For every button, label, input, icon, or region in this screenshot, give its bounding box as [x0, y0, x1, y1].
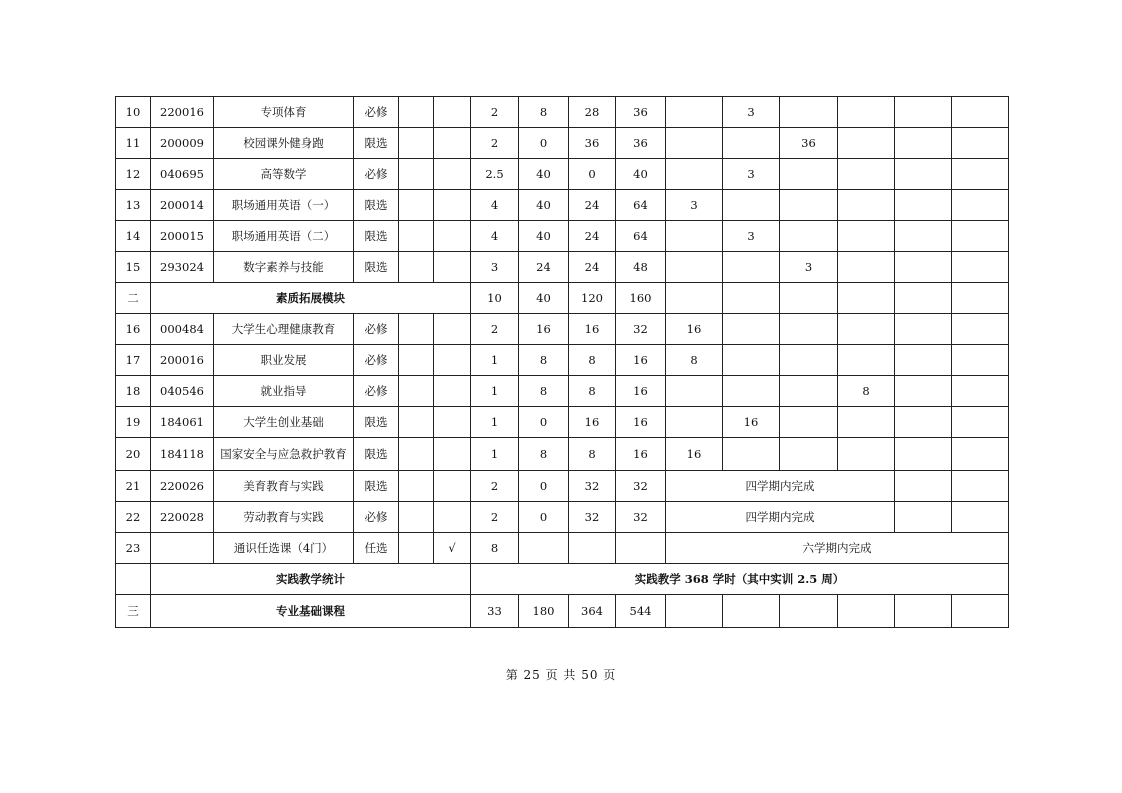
blank-cell	[723, 595, 780, 628]
course-type: 任选	[354, 533, 399, 564]
semester-2	[723, 252, 780, 283]
practice-hours: 8	[569, 376, 616, 407]
course-code: 220026	[151, 471, 214, 502]
blank-cell	[399, 314, 434, 345]
blank-cell	[723, 283, 780, 314]
blank-cell	[434, 159, 471, 190]
course-name: 高等数学	[214, 159, 354, 190]
completion-note: 四学期内完成	[666, 471, 895, 502]
course-name: 通识任选课（4门）	[214, 533, 354, 564]
course-code: 040695	[151, 159, 214, 190]
table-row	[116, 221, 1009, 252]
course-type: 限选	[354, 252, 399, 283]
semester-3	[780, 376, 838, 407]
total-hours: 160	[616, 283, 666, 314]
blank-cell	[952, 595, 1009, 628]
course-name: 劳动教育与实践	[214, 502, 354, 533]
course-type: 限选	[354, 190, 399, 221]
practice-hours: 24	[569, 252, 616, 283]
practice-summary-row	[116, 564, 1009, 595]
total-hours: 32	[616, 314, 666, 345]
semester-4	[838, 252, 895, 283]
table-row	[116, 345, 1009, 376]
semester-3	[780, 159, 838, 190]
practice-hours: 0	[569, 159, 616, 190]
blank-cell	[399, 407, 434, 438]
practice-hours: 32	[569, 502, 616, 533]
course-type: 限选	[354, 221, 399, 252]
semester-5	[895, 438, 952, 471]
course-name: 国家安全与应急救护教育	[214, 438, 354, 471]
semester-2: 3	[723, 221, 780, 252]
blank-cell	[399, 345, 434, 376]
semester-5	[895, 407, 952, 438]
blank-cell	[569, 533, 616, 564]
semester-4	[838, 128, 895, 159]
row-number: 18	[116, 376, 151, 407]
blank-cell	[434, 407, 471, 438]
semester-2	[723, 190, 780, 221]
course-code: 200009	[151, 128, 214, 159]
semester-4	[838, 345, 895, 376]
blank-cell	[399, 438, 434, 471]
semester-6	[952, 159, 1009, 190]
table-row	[116, 128, 1009, 159]
course-name: 校园课外健身跑	[214, 128, 354, 159]
row-number: 16	[116, 314, 151, 345]
semester-4	[838, 407, 895, 438]
semester-4: 8	[838, 376, 895, 407]
row-number: 23	[116, 533, 151, 564]
table-row	[116, 438, 1009, 471]
table-row	[116, 471, 1009, 502]
semester-5	[895, 190, 952, 221]
course-table	[115, 96, 1009, 628]
total-hours: 544	[616, 595, 666, 628]
credit-cell: 1	[471, 438, 519, 471]
practice-hours: 28	[569, 97, 616, 128]
semester-3	[780, 97, 838, 128]
practice-label: 实践教学统计	[151, 564, 471, 595]
credit-cell: 1	[471, 407, 519, 438]
module-title: 素质拓展模块	[151, 283, 471, 314]
blank-cell	[952, 283, 1009, 314]
course-code: 184118	[151, 438, 214, 471]
course-name: 数字素养与技能	[214, 252, 354, 283]
semester-2	[723, 345, 780, 376]
row-number: 21	[116, 471, 151, 502]
semester-4	[838, 314, 895, 345]
semester-6	[952, 407, 1009, 438]
theory-hours: 8	[519, 438, 569, 471]
course-code: 200015	[151, 221, 214, 252]
blank-cell	[434, 376, 471, 407]
course-name: 大学生心理健康教育	[214, 314, 354, 345]
blank-cell	[399, 533, 434, 564]
row-number: 19	[116, 407, 151, 438]
course-type: 必修	[354, 159, 399, 190]
table-row	[116, 314, 1009, 345]
course-code: 040546	[151, 376, 214, 407]
row-number: 12	[116, 159, 151, 190]
credit-cell: 1	[471, 345, 519, 376]
practice-hours: 8	[569, 345, 616, 376]
semester-2	[723, 314, 780, 345]
table-row	[116, 376, 1009, 407]
credit-cell: 2.5	[471, 159, 519, 190]
semester-3	[780, 190, 838, 221]
theory-hours: 40	[519, 283, 569, 314]
semester-2	[723, 128, 780, 159]
course-type: 限选	[354, 128, 399, 159]
table-row	[116, 190, 1009, 221]
semester-1	[666, 128, 723, 159]
practice-hours: 32	[569, 471, 616, 502]
course-code: 220028	[151, 502, 214, 533]
blank-cell	[895, 283, 952, 314]
completion-note: 六学期内完成	[666, 533, 1009, 564]
semester-1	[666, 376, 723, 407]
semester-1: 8	[666, 345, 723, 376]
theory-hours: 0	[519, 128, 569, 159]
semester-6	[952, 221, 1009, 252]
theory-hours: 24	[519, 252, 569, 283]
theory-hours: 8	[519, 345, 569, 376]
total-hours: 48	[616, 252, 666, 283]
practice-summary: 实践教学 368 学时（其中实训 2.5 周）	[471, 564, 1009, 595]
semester-4	[838, 190, 895, 221]
credit-cell: 2	[471, 128, 519, 159]
course-code: 293024	[151, 252, 214, 283]
table-row	[116, 97, 1009, 128]
semester-2	[723, 438, 780, 471]
blank-cell	[780, 283, 838, 314]
theory-hours: 16	[519, 314, 569, 345]
course-type: 必修	[354, 97, 399, 128]
module-title: 专业基础课程	[151, 595, 471, 628]
course-type: 必修	[354, 314, 399, 345]
course-code: 184061	[151, 407, 214, 438]
blank-cell	[399, 376, 434, 407]
theory-hours: 8	[519, 97, 569, 128]
table-row	[116, 252, 1009, 283]
semester-5	[895, 314, 952, 345]
semester-1	[666, 407, 723, 438]
practice-hours: 24	[569, 221, 616, 252]
page-footer: 第 25 页 共 50 页	[505, 668, 617, 682]
credit-cell: 1	[471, 376, 519, 407]
blank-cell	[838, 283, 895, 314]
blank-cell	[434, 190, 471, 221]
blank-cell	[399, 221, 434, 252]
blank-cell	[399, 128, 434, 159]
completion-note: 四学期内完成	[666, 502, 895, 533]
blank-cell	[616, 533, 666, 564]
semester-3	[780, 407, 838, 438]
credit-cell: 2	[471, 471, 519, 502]
semester-6	[952, 190, 1009, 221]
blank-cell	[399, 252, 434, 283]
semester-5	[895, 252, 952, 283]
semester-3	[780, 314, 838, 345]
table-row	[116, 533, 1009, 564]
semester-1	[666, 159, 723, 190]
semester-5	[895, 221, 952, 252]
blank-cell	[666, 283, 723, 314]
credit-cell: 4	[471, 221, 519, 252]
semester-3	[780, 438, 838, 471]
semester-6	[952, 128, 1009, 159]
semester-3	[780, 221, 838, 252]
theory-hours: 40	[519, 221, 569, 252]
practice-hours: 8	[569, 438, 616, 471]
semester-2: 16	[723, 407, 780, 438]
course-name: 美育教育与实践	[214, 471, 354, 502]
course-code	[151, 533, 214, 564]
semester-5	[895, 97, 952, 128]
total-hours: 16	[616, 345, 666, 376]
blank-cell	[399, 471, 434, 502]
theory-hours: 40	[519, 190, 569, 221]
blank-cell	[838, 595, 895, 628]
course-name: 大学生创业基础	[214, 407, 354, 438]
credit-cell: 8	[471, 533, 519, 564]
semester-2	[723, 376, 780, 407]
row-number: 14	[116, 221, 151, 252]
credit-cell: 3	[471, 252, 519, 283]
semester-6	[952, 97, 1009, 128]
semester-6	[952, 345, 1009, 376]
semester-6	[952, 438, 1009, 471]
row-number: 11	[116, 128, 151, 159]
blank-cell	[666, 595, 723, 628]
blank-cell	[434, 502, 471, 533]
semester-1: 16	[666, 314, 723, 345]
blank-cell	[895, 471, 952, 502]
total-hours: 16	[616, 376, 666, 407]
practice-hours: 36	[569, 128, 616, 159]
blank-cell	[952, 502, 1009, 533]
semester-5	[895, 345, 952, 376]
row-number: 22	[116, 502, 151, 533]
semester-4	[838, 159, 895, 190]
semester-3	[780, 345, 838, 376]
theory-hours: 8	[519, 376, 569, 407]
practice-hours: 24	[569, 190, 616, 221]
practice-hours: 364	[569, 595, 616, 628]
course-type: 必修	[354, 345, 399, 376]
table-row	[116, 407, 1009, 438]
blank-cell	[399, 97, 434, 128]
course-name: 职场通用英语（二）	[214, 221, 354, 252]
total-hours: 36	[616, 97, 666, 128]
course-code: 200016	[151, 345, 214, 376]
total-hours: 64	[616, 221, 666, 252]
blank-cell	[952, 471, 1009, 502]
credit-cell: 2	[471, 502, 519, 533]
semester-3: 3	[780, 252, 838, 283]
row-number: 20	[116, 438, 151, 471]
module-row	[116, 283, 1009, 314]
course-name: 职业发展	[214, 345, 354, 376]
theory-hours: 180	[519, 595, 569, 628]
practice-hours: 120	[569, 283, 616, 314]
course-type: 限选	[354, 471, 399, 502]
blank-cell	[780, 595, 838, 628]
row-number: 10	[116, 97, 151, 128]
total-hours: 16	[616, 438, 666, 471]
total-hours: 32	[616, 502, 666, 533]
credit-cell: 2	[471, 97, 519, 128]
blank-cell	[895, 595, 952, 628]
blank-cell	[434, 97, 471, 128]
total-hours: 36	[616, 128, 666, 159]
credit-cell: 4	[471, 190, 519, 221]
credit-cell: 2	[471, 314, 519, 345]
blank-cell	[434, 471, 471, 502]
semester-6	[952, 376, 1009, 407]
semester-4	[838, 438, 895, 471]
course-code: 000484	[151, 314, 214, 345]
total-hours: 32	[616, 471, 666, 502]
course-type: 限选	[354, 407, 399, 438]
module-number: 三	[116, 595, 151, 628]
semester-5	[895, 128, 952, 159]
blank-cell	[116, 564, 151, 595]
course-name: 职场通用英语（一）	[214, 190, 354, 221]
blank-cell	[895, 502, 952, 533]
course-code: 220016	[151, 97, 214, 128]
semester-3: 36	[780, 128, 838, 159]
blank-cell	[399, 159, 434, 190]
practice-hours: 16	[569, 314, 616, 345]
row-number: 15	[116, 252, 151, 283]
credit-cell: 33	[471, 595, 519, 628]
course-code: 200014	[151, 190, 214, 221]
semester-1	[666, 252, 723, 283]
practice-hours: 16	[569, 407, 616, 438]
theory-hours: 0	[519, 502, 569, 533]
row-number: 17	[116, 345, 151, 376]
total-hours: 16	[616, 407, 666, 438]
course-type: 必修	[354, 376, 399, 407]
check-mark: √	[434, 533, 471, 564]
semester-4	[838, 97, 895, 128]
semester-4	[838, 221, 895, 252]
theory-hours: 0	[519, 471, 569, 502]
blank-cell	[399, 190, 434, 221]
semester-6	[952, 252, 1009, 283]
semester-2: 3	[723, 97, 780, 128]
semester-1: 3	[666, 190, 723, 221]
course-name: 就业指导	[214, 376, 354, 407]
table-row	[116, 502, 1009, 533]
semester-6	[952, 314, 1009, 345]
semester-5	[895, 159, 952, 190]
course-type: 限选	[354, 438, 399, 471]
blank-cell	[434, 438, 471, 471]
blank-cell	[519, 533, 569, 564]
course-name: 专项体育	[214, 97, 354, 128]
course-type: 必修	[354, 502, 399, 533]
semester-1	[666, 97, 723, 128]
semester-2: 3	[723, 159, 780, 190]
theory-hours: 40	[519, 159, 569, 190]
module-row	[116, 595, 1009, 628]
blank-cell	[434, 314, 471, 345]
semester-5	[895, 376, 952, 407]
total-hours: 40	[616, 159, 666, 190]
table-row	[116, 159, 1009, 190]
credit-cell: 10	[471, 283, 519, 314]
semester-1: 16	[666, 438, 723, 471]
blank-cell	[434, 345, 471, 376]
blank-cell	[434, 128, 471, 159]
blank-cell	[434, 221, 471, 252]
total-hours: 64	[616, 190, 666, 221]
blank-cell	[434, 252, 471, 283]
semester-1	[666, 221, 723, 252]
blank-cell	[399, 502, 434, 533]
theory-hours: 0	[519, 407, 569, 438]
row-number: 13	[116, 190, 151, 221]
module-number: 二	[116, 283, 151, 314]
